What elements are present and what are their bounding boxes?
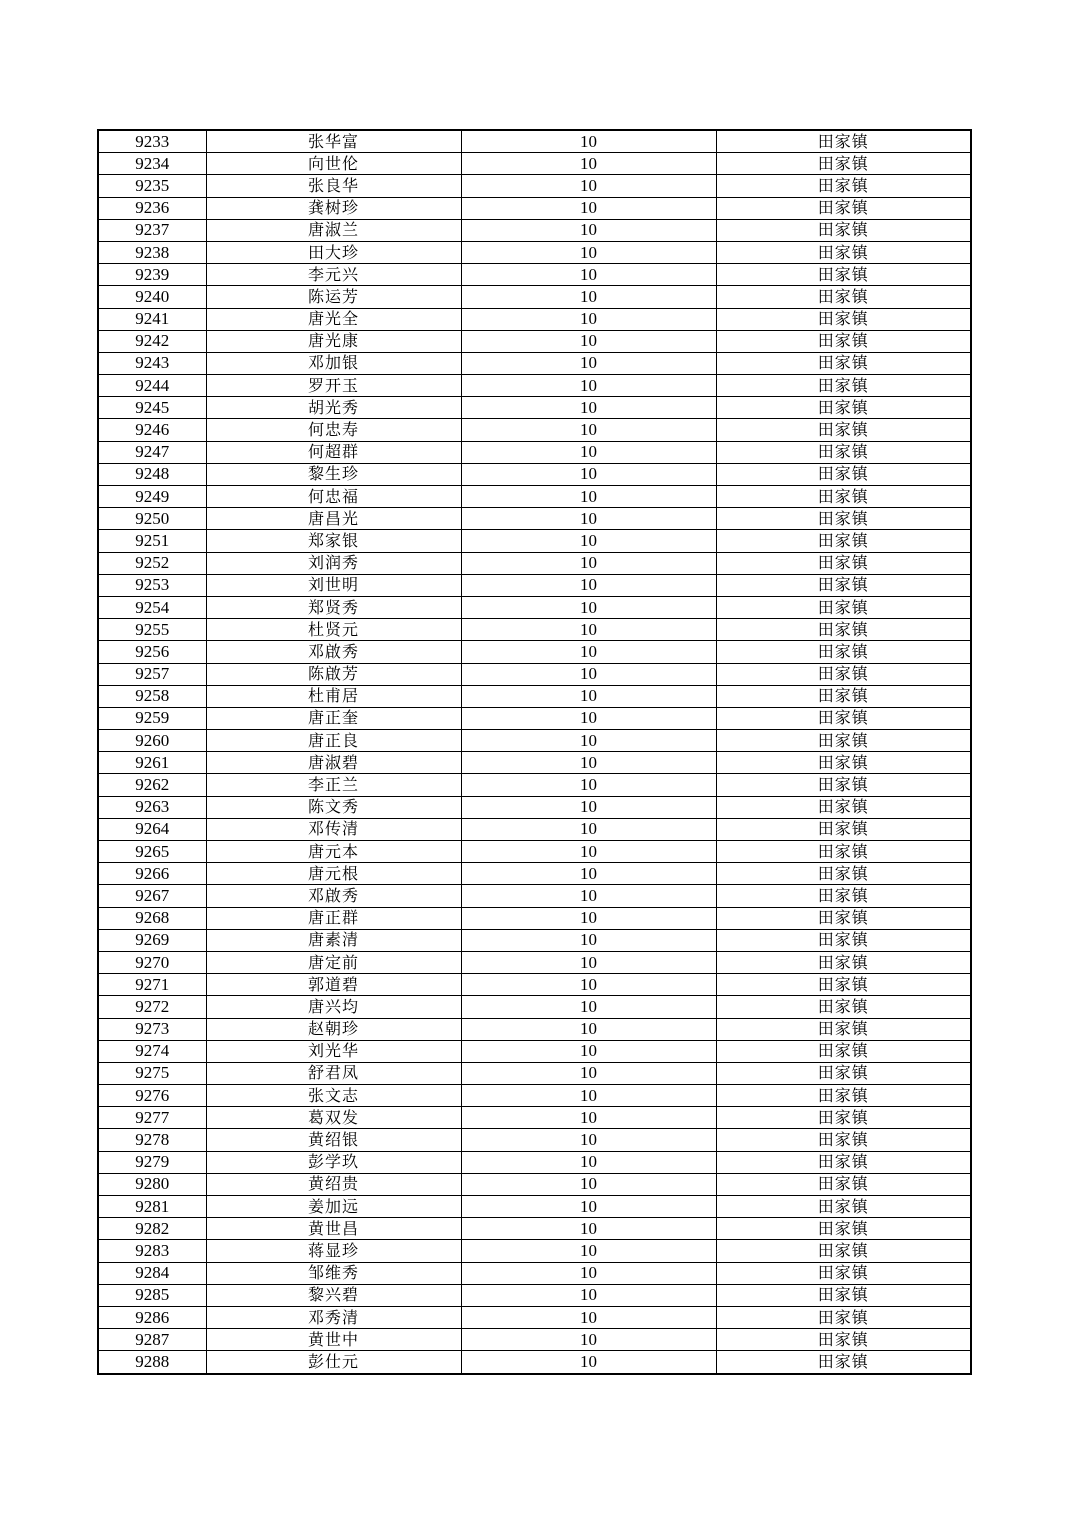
table-row <box>98 774 971 796</box>
name-cell: 唐光全 <box>206 308 461 330</box>
amount-cell: 10 <box>461 951 716 973</box>
name-cell: 李元兴 <box>206 264 461 286</box>
town-cell: 田家镇 <box>716 996 971 1018</box>
town-cell: 田家镇 <box>716 974 971 996</box>
amount-cell: 10 <box>461 619 716 641</box>
town-cell: 田家镇 <box>716 286 971 308</box>
table-row <box>98 419 971 441</box>
table-row <box>98 796 971 818</box>
town-cell: 田家镇 <box>716 197 971 219</box>
row-number-cell: 9254 <box>98 596 206 618</box>
row-number-cell: 9245 <box>98 397 206 419</box>
row-number-cell: 9274 <box>98 1040 206 1062</box>
amount-cell: 10 <box>461 1306 716 1328</box>
table-row <box>98 907 971 929</box>
amount-cell: 10 <box>461 1151 716 1173</box>
table-row <box>98 1284 971 1306</box>
name-cell: 黄绍银 <box>206 1129 461 1151</box>
table-row <box>98 996 971 1018</box>
amount-cell: 10 <box>461 153 716 175</box>
town-cell: 田家镇 <box>716 1129 971 1151</box>
name-cell: 郑贤秀 <box>206 596 461 618</box>
row-number-cell: 9244 <box>98 375 206 397</box>
name-cell: 唐兴均 <box>206 996 461 1018</box>
name-cell: 邹维秀 <box>206 1262 461 1284</box>
name-cell: 胡光秀 <box>206 397 461 419</box>
table-row <box>98 1173 971 1195</box>
name-cell: 黎兴碧 <box>206 1284 461 1306</box>
name-cell: 刘世明 <box>206 574 461 596</box>
town-cell: 田家镇 <box>716 1018 971 1040</box>
name-cell: 邓啟秀 <box>206 885 461 907</box>
town-cell: 田家镇 <box>716 1351 971 1374</box>
town-cell: 田家镇 <box>716 1085 971 1107</box>
table-row <box>98 1262 971 1284</box>
table-row <box>98 130 971 153</box>
row-number-cell: 9247 <box>98 441 206 463</box>
table-row <box>98 663 971 685</box>
amount-cell: 10 <box>461 596 716 618</box>
name-cell: 唐淑兰 <box>206 219 461 241</box>
row-number-cell: 9237 <box>98 219 206 241</box>
name-cell: 田大珍 <box>206 241 461 263</box>
town-cell: 田家镇 <box>716 1218 971 1240</box>
table-row <box>98 841 971 863</box>
town-cell: 田家镇 <box>716 1284 971 1306</box>
name-cell: 黄世中 <box>206 1329 461 1351</box>
town-cell: 田家镇 <box>716 1262 971 1284</box>
name-cell: 邓啟秀 <box>206 641 461 663</box>
table-row <box>98 153 971 175</box>
amount-cell: 10 <box>461 1329 716 1351</box>
name-cell: 唐淑碧 <box>206 752 461 774</box>
name-cell: 唐元根 <box>206 863 461 885</box>
name-cell: 彭仕元 <box>206 1351 461 1374</box>
row-number-cell: 9278 <box>98 1129 206 1151</box>
amount-cell: 10 <box>461 885 716 907</box>
name-cell: 唐定前 <box>206 951 461 973</box>
row-number-cell: 9270 <box>98 951 206 973</box>
town-cell: 田家镇 <box>716 463 971 485</box>
table-row <box>98 1085 971 1107</box>
amount-cell: 10 <box>461 175 716 197</box>
table-row <box>98 685 971 707</box>
table-row <box>98 1062 971 1084</box>
name-cell: 舒君凤 <box>206 1062 461 1084</box>
table-row <box>98 1040 971 1062</box>
name-cell: 邓传清 <box>206 818 461 840</box>
row-number-cell: 9282 <box>98 1218 206 1240</box>
table-row <box>98 241 971 263</box>
table-row <box>98 641 971 663</box>
town-cell: 田家镇 <box>716 1151 971 1173</box>
row-number-cell: 9280 <box>98 1173 206 1195</box>
name-cell: 唐昌光 <box>206 508 461 530</box>
row-number-cell: 9276 <box>98 1085 206 1107</box>
table-row <box>98 1129 971 1151</box>
table-row <box>98 463 971 485</box>
town-cell: 田家镇 <box>716 375 971 397</box>
table-row <box>98 1151 971 1173</box>
amount-cell: 10 <box>461 818 716 840</box>
row-number-cell: 9283 <box>98 1240 206 1262</box>
row-number-cell: 9288 <box>98 1351 206 1374</box>
row-number-cell: 9287 <box>98 1329 206 1351</box>
table-row <box>98 951 971 973</box>
roster-table <box>97 129 972 1375</box>
row-number-cell: 9253 <box>98 574 206 596</box>
table-row <box>98 286 971 308</box>
row-number-cell: 9261 <box>98 752 206 774</box>
name-cell: 杜甫居 <box>206 685 461 707</box>
row-number-cell: 9267 <box>98 885 206 907</box>
town-cell: 田家镇 <box>716 574 971 596</box>
row-number-cell: 9238 <box>98 241 206 263</box>
town-cell: 田家镇 <box>716 730 971 752</box>
row-number-cell: 9263 <box>98 796 206 818</box>
name-cell: 蒋显珍 <box>206 1240 461 1262</box>
row-number-cell: 9260 <box>98 730 206 752</box>
town-cell: 田家镇 <box>716 153 971 175</box>
amount-cell: 10 <box>461 774 716 796</box>
amount-cell: 10 <box>461 241 716 263</box>
name-cell: 陈文秀 <box>206 796 461 818</box>
name-cell: 杜贤元 <box>206 619 461 641</box>
amount-cell: 10 <box>461 907 716 929</box>
name-cell: 邓秀清 <box>206 1306 461 1328</box>
table-row <box>98 441 971 463</box>
table-row <box>98 330 971 352</box>
amount-cell: 10 <box>461 1040 716 1062</box>
table-row <box>98 974 971 996</box>
name-cell: 罗开玉 <box>206 375 461 397</box>
town-cell: 田家镇 <box>716 264 971 286</box>
table-row <box>98 508 971 530</box>
amount-cell: 10 <box>461 197 716 219</box>
name-cell: 彭学玖 <box>206 1151 461 1173</box>
town-cell: 田家镇 <box>716 1329 971 1351</box>
amount-cell: 10 <box>461 974 716 996</box>
amount-cell: 10 <box>461 996 716 1018</box>
town-cell: 田家镇 <box>716 352 971 374</box>
table-row <box>98 219 971 241</box>
table-row <box>98 486 971 508</box>
town-cell: 田家镇 <box>716 641 971 663</box>
town-cell: 田家镇 <box>716 885 971 907</box>
row-number-cell: 9242 <box>98 330 206 352</box>
row-number-cell: 9285 <box>98 1284 206 1306</box>
table-row <box>98 1329 971 1351</box>
table-row <box>98 929 971 951</box>
name-cell: 赵朝珍 <box>206 1018 461 1040</box>
row-number-cell: 9268 <box>98 907 206 929</box>
row-number-cell: 9265 <box>98 841 206 863</box>
amount-cell: 10 <box>461 530 716 552</box>
amount-cell: 10 <box>461 796 716 818</box>
row-number-cell: 9234 <box>98 153 206 175</box>
amount-cell: 10 <box>461 264 716 286</box>
town-cell: 田家镇 <box>716 685 971 707</box>
name-cell: 何超群 <box>206 441 461 463</box>
row-number-cell: 9258 <box>98 685 206 707</box>
town-cell: 田家镇 <box>716 308 971 330</box>
table-row <box>98 1240 971 1262</box>
town-cell: 田家镇 <box>716 863 971 885</box>
name-cell: 张良华 <box>206 175 461 197</box>
name-cell: 张文志 <box>206 1085 461 1107</box>
name-cell: 唐正奎 <box>206 707 461 729</box>
name-cell: 向世伦 <box>206 153 461 175</box>
town-cell: 田家镇 <box>716 818 971 840</box>
amount-cell: 10 <box>461 552 716 574</box>
table-row <box>98 264 971 286</box>
town-cell: 田家镇 <box>716 1240 971 1262</box>
name-cell: 何忠寿 <box>206 419 461 441</box>
amount-cell: 10 <box>461 1262 716 1284</box>
row-number-cell: 9246 <box>98 419 206 441</box>
row-number-cell: 9277 <box>98 1107 206 1129</box>
amount-cell: 10 <box>461 419 716 441</box>
town-cell: 田家镇 <box>716 552 971 574</box>
row-number-cell: 9275 <box>98 1062 206 1084</box>
amount-cell: 10 <box>461 130 716 153</box>
row-number-cell: 9266 <box>98 863 206 885</box>
town-cell: 田家镇 <box>716 130 971 153</box>
town-cell: 田家镇 <box>716 1173 971 1195</box>
row-number-cell: 9251 <box>98 530 206 552</box>
table-row <box>98 1218 971 1240</box>
row-number-cell: 9241 <box>98 308 206 330</box>
name-cell: 黎生珍 <box>206 463 461 485</box>
town-cell: 田家镇 <box>716 241 971 263</box>
row-number-cell: 9235 <box>98 175 206 197</box>
table-row <box>98 175 971 197</box>
amount-cell: 10 <box>461 441 716 463</box>
amount-cell: 10 <box>461 463 716 485</box>
town-cell: 田家镇 <box>716 929 971 951</box>
table-row <box>98 818 971 840</box>
town-cell: 田家镇 <box>716 619 971 641</box>
amount-cell: 10 <box>461 1018 716 1040</box>
town-cell: 田家镇 <box>716 441 971 463</box>
row-number-cell: 9279 <box>98 1151 206 1173</box>
amount-cell: 10 <box>461 1284 716 1306</box>
name-cell: 邓加银 <box>206 352 461 374</box>
row-number-cell: 9269 <box>98 929 206 951</box>
name-cell: 葛双发 <box>206 1107 461 1129</box>
table-row <box>98 397 971 419</box>
town-cell: 田家镇 <box>716 219 971 241</box>
table-row <box>98 375 971 397</box>
name-cell: 刘润秀 <box>206 552 461 574</box>
amount-cell: 10 <box>461 730 716 752</box>
amount-cell: 10 <box>461 1062 716 1084</box>
name-cell: 唐元本 <box>206 841 461 863</box>
table-row <box>98 308 971 330</box>
name-cell: 李正兰 <box>206 774 461 796</box>
name-cell: 唐正良 <box>206 730 461 752</box>
table-row <box>98 730 971 752</box>
row-number-cell: 9286 <box>98 1306 206 1328</box>
row-number-cell: 9249 <box>98 486 206 508</box>
row-number-cell: 9243 <box>98 352 206 374</box>
name-cell: 何忠福 <box>206 486 461 508</box>
amount-cell: 10 <box>461 352 716 374</box>
amount-cell: 10 <box>461 574 716 596</box>
town-cell: 田家镇 <box>716 486 971 508</box>
amount-cell: 10 <box>461 219 716 241</box>
town-cell: 田家镇 <box>716 841 971 863</box>
table-row <box>98 552 971 574</box>
town-cell: 田家镇 <box>716 330 971 352</box>
name-cell: 陈啟芳 <box>206 663 461 685</box>
name-cell: 黄绍贵 <box>206 1173 461 1195</box>
row-number-cell: 9255 <box>98 619 206 641</box>
row-number-cell: 9250 <box>98 508 206 530</box>
name-cell: 张华富 <box>206 130 461 153</box>
row-number-cell: 9272 <box>98 996 206 1018</box>
roster-table-body <box>98 130 971 1374</box>
town-cell: 田家镇 <box>716 774 971 796</box>
row-number-cell: 9256 <box>98 641 206 663</box>
table-row <box>98 1107 971 1129</box>
amount-cell: 10 <box>461 1218 716 1240</box>
amount-cell: 10 <box>461 752 716 774</box>
row-number-cell: 9281 <box>98 1196 206 1218</box>
amount-cell: 10 <box>461 1107 716 1129</box>
amount-cell: 10 <box>461 863 716 885</box>
town-cell: 田家镇 <box>716 530 971 552</box>
table-row <box>98 197 971 219</box>
town-cell: 田家镇 <box>716 752 971 774</box>
town-cell: 田家镇 <box>716 1107 971 1129</box>
town-cell: 田家镇 <box>716 707 971 729</box>
name-cell: 姜加远 <box>206 1196 461 1218</box>
row-number-cell: 9273 <box>98 1018 206 1040</box>
table-row <box>98 619 971 641</box>
name-cell: 郭道碧 <box>206 974 461 996</box>
row-number-cell: 9236 <box>98 197 206 219</box>
table-row <box>98 1351 971 1374</box>
town-cell: 田家镇 <box>716 796 971 818</box>
amount-cell: 10 <box>461 308 716 330</box>
name-cell: 刘光华 <box>206 1040 461 1062</box>
table-row <box>98 1018 971 1040</box>
table-row <box>98 574 971 596</box>
town-cell: 田家镇 <box>716 1306 971 1328</box>
table-row <box>98 885 971 907</box>
name-cell: 黄世昌 <box>206 1218 461 1240</box>
table-row <box>98 596 971 618</box>
town-cell: 田家镇 <box>716 1040 971 1062</box>
name-cell: 唐光康 <box>206 330 461 352</box>
table-row <box>98 1306 971 1328</box>
amount-cell: 10 <box>461 286 716 308</box>
town-cell: 田家镇 <box>716 1062 971 1084</box>
town-cell: 田家镇 <box>716 419 971 441</box>
row-number-cell: 9264 <box>98 818 206 840</box>
amount-cell: 10 <box>461 707 716 729</box>
amount-cell: 10 <box>461 685 716 707</box>
amount-cell: 10 <box>461 1173 716 1195</box>
row-number-cell: 9233 <box>98 130 206 153</box>
amount-cell: 10 <box>461 1196 716 1218</box>
table-row <box>98 752 971 774</box>
row-number-cell: 9271 <box>98 974 206 996</box>
amount-cell: 10 <box>461 641 716 663</box>
table-row <box>98 863 971 885</box>
table-row <box>98 1196 971 1218</box>
amount-cell: 10 <box>461 1351 716 1374</box>
town-cell: 田家镇 <box>716 1196 971 1218</box>
town-cell: 田家镇 <box>716 508 971 530</box>
amount-cell: 10 <box>461 486 716 508</box>
row-number-cell: 9262 <box>98 774 206 796</box>
row-number-cell: 9257 <box>98 663 206 685</box>
table-row <box>98 352 971 374</box>
amount-cell: 10 <box>461 663 716 685</box>
row-number-cell: 9284 <box>98 1262 206 1284</box>
name-cell: 郑家银 <box>206 530 461 552</box>
town-cell: 田家镇 <box>716 907 971 929</box>
amount-cell: 10 <box>461 397 716 419</box>
table-row <box>98 707 971 729</box>
name-cell: 唐素清 <box>206 929 461 951</box>
town-cell: 田家镇 <box>716 175 971 197</box>
town-cell: 田家镇 <box>716 951 971 973</box>
amount-cell: 10 <box>461 375 716 397</box>
town-cell: 田家镇 <box>716 596 971 618</box>
amount-cell: 10 <box>461 929 716 951</box>
table-row <box>98 530 971 552</box>
town-cell: 田家镇 <box>716 663 971 685</box>
row-number-cell: 9259 <box>98 707 206 729</box>
row-number-cell: 9248 <box>98 463 206 485</box>
row-number-cell: 9240 <box>98 286 206 308</box>
amount-cell: 10 <box>461 1085 716 1107</box>
amount-cell: 10 <box>461 330 716 352</box>
amount-cell: 10 <box>461 1240 716 1262</box>
name-cell: 龚树珍 <box>206 197 461 219</box>
row-number-cell: 9239 <box>98 264 206 286</box>
town-cell: 田家镇 <box>716 397 971 419</box>
name-cell: 陈运芳 <box>206 286 461 308</box>
amount-cell: 10 <box>461 508 716 530</box>
name-cell: 唐正群 <box>206 907 461 929</box>
amount-cell: 10 <box>461 841 716 863</box>
row-number-cell: 9252 <box>98 552 206 574</box>
amount-cell: 10 <box>461 1129 716 1151</box>
